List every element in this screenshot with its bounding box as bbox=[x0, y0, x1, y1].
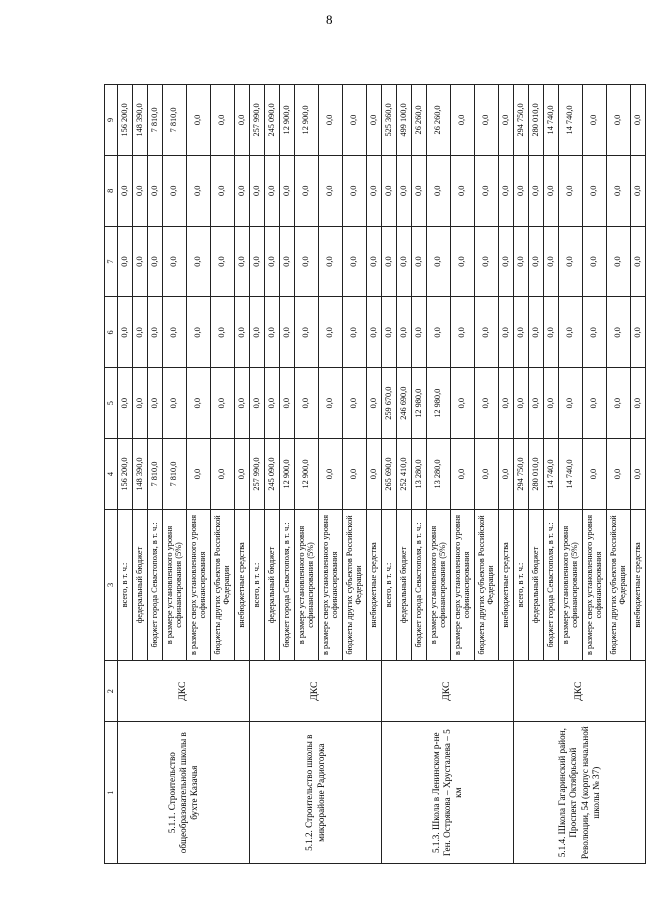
funding-source: внебюджетные средства bbox=[235, 509, 250, 660]
year-value: 0,0 bbox=[475, 368, 499, 439]
year-value: 13 280,0 bbox=[412, 439, 427, 510]
funding-table bbox=[104, 84, 646, 864]
year-value: 0,0 bbox=[187, 368, 211, 439]
year-value: 0,0 bbox=[631, 226, 646, 297]
year-value: 0,0 bbox=[475, 155, 499, 226]
year-value: 0,0 bbox=[397, 226, 412, 297]
total-value: 0,0 bbox=[187, 85, 211, 156]
year-value: 0,0 bbox=[607, 439, 631, 510]
year-value: 0,0 bbox=[148, 368, 163, 439]
year-value: 0,0 bbox=[250, 155, 265, 226]
object-name: 5.1.2. Строительство школы в микрорайоне Радиогорка bbox=[250, 722, 382, 864]
year-value: 0,0 bbox=[133, 297, 148, 368]
year-value: 0,0 bbox=[499, 155, 514, 226]
year-value: 0,0 bbox=[529, 226, 544, 297]
year-value: 0,0 bbox=[319, 439, 343, 510]
year-value: 0,0 bbox=[343, 368, 367, 439]
column-number: 5 bbox=[105, 368, 118, 439]
year-value: 0,0 bbox=[514, 297, 529, 368]
year-value: 0,0 bbox=[583, 368, 607, 439]
year-value: 0,0 bbox=[265, 226, 280, 297]
total-value: 0,0 bbox=[475, 85, 499, 156]
column-number: 1 bbox=[105, 722, 118, 864]
year-value: 0,0 bbox=[559, 297, 583, 368]
year-value: 0,0 bbox=[280, 297, 295, 368]
year-value: 0,0 bbox=[499, 368, 514, 439]
funding-source: федеральный бюджет bbox=[265, 509, 280, 660]
year-value: 0,0 bbox=[631, 155, 646, 226]
year-value: 0,0 bbox=[475, 226, 499, 297]
year-value: 0,0 bbox=[559, 226, 583, 297]
year-value: 0,0 bbox=[367, 226, 382, 297]
year-value: 0,0 bbox=[544, 297, 559, 368]
year-value: 148 390,0 bbox=[133, 439, 148, 510]
year-value: 0,0 bbox=[499, 297, 514, 368]
funding-source: внебюджетные средства bbox=[631, 509, 646, 660]
year-value: 0,0 bbox=[235, 226, 250, 297]
year-value: 0,0 bbox=[295, 155, 319, 226]
year-value: 246 690,0 bbox=[397, 368, 412, 439]
column-number: 2 bbox=[105, 661, 118, 722]
executor: ДКС bbox=[514, 661, 646, 722]
table-row bbox=[514, 85, 529, 864]
funding-source: всего, в т. ч.: bbox=[250, 509, 265, 660]
year-value: 0,0 bbox=[187, 155, 211, 226]
year-value: 0,0 bbox=[367, 439, 382, 510]
column-number: 3 bbox=[105, 509, 118, 660]
year-value: 294 750,0 bbox=[514, 439, 529, 510]
year-value: 0,0 bbox=[211, 439, 235, 510]
total-value: 294 750,0 bbox=[514, 85, 529, 156]
year-value: 0,0 bbox=[514, 226, 529, 297]
year-value: 0,0 bbox=[148, 226, 163, 297]
year-value: 14 740,0 bbox=[559, 439, 583, 510]
year-value: 12 980,0 bbox=[412, 368, 427, 439]
year-value: 0,0 bbox=[319, 155, 343, 226]
year-value: 0,0 bbox=[163, 297, 187, 368]
year-value: 0,0 bbox=[412, 155, 427, 226]
year-value: 0,0 bbox=[427, 297, 451, 368]
year-value: 0,0 bbox=[412, 297, 427, 368]
year-value: 0,0 bbox=[583, 297, 607, 368]
funding-source: федеральный бюджет bbox=[397, 509, 412, 660]
year-value: 7 810,0 bbox=[163, 439, 187, 510]
funding-source: бюджеты других субъектов Российской Федерации bbox=[475, 509, 499, 660]
year-value: 14 740,0 bbox=[544, 439, 559, 510]
year-value: 0,0 bbox=[382, 297, 397, 368]
total-value: 0,0 bbox=[235, 85, 250, 156]
year-value: 0,0 bbox=[583, 155, 607, 226]
table-body bbox=[105, 85, 646, 864]
table-row bbox=[118, 85, 133, 864]
year-value: 252 410,0 bbox=[397, 439, 412, 510]
year-value: 0,0 bbox=[559, 155, 583, 226]
year-value: 0,0 bbox=[133, 226, 148, 297]
total-value: 0,0 bbox=[451, 85, 475, 156]
year-value: 0,0 bbox=[163, 226, 187, 297]
year-value: 0,0 bbox=[529, 155, 544, 226]
year-value: 0,0 bbox=[343, 155, 367, 226]
year-value: 12 900,0 bbox=[295, 439, 319, 510]
year-value: 0,0 bbox=[631, 439, 646, 510]
total-value: 0,0 bbox=[499, 85, 514, 156]
year-value: 0,0 bbox=[343, 439, 367, 510]
table-row bbox=[382, 85, 397, 864]
funding-source: в размере сверх установленного уровня софинансирования bbox=[319, 509, 343, 660]
year-value: 0,0 bbox=[583, 226, 607, 297]
year-value: 0,0 bbox=[211, 368, 235, 439]
year-value: 0,0 bbox=[367, 155, 382, 226]
year-value: 0,0 bbox=[118, 155, 133, 226]
executor: ДКС bbox=[382, 661, 514, 722]
column-number: 8 bbox=[105, 155, 118, 226]
year-value: 0,0 bbox=[397, 155, 412, 226]
funding-source: всего, в т. ч.: bbox=[514, 509, 529, 660]
year-value: 0,0 bbox=[235, 297, 250, 368]
funding-source: всего, в т. ч.: bbox=[382, 509, 397, 660]
year-value: 0,0 bbox=[607, 155, 631, 226]
year-value: 0,0 bbox=[451, 439, 475, 510]
year-value: 0,0 bbox=[451, 297, 475, 368]
funding-source: в размере установленного уровня софинансирования (5%) bbox=[559, 509, 583, 660]
object-name: 5.1.4. Школа Гагаринский район, Проспект Октябрьской Революции, 54 (корпус начальной школы № 37) bbox=[514, 722, 646, 864]
total-value: 0,0 bbox=[211, 85, 235, 156]
year-value: 0,0 bbox=[499, 226, 514, 297]
total-value: 0,0 bbox=[367, 85, 382, 156]
column-number: 4 bbox=[105, 439, 118, 510]
year-value: 0,0 bbox=[235, 368, 250, 439]
year-value: 0,0 bbox=[514, 155, 529, 226]
total-value: 12 900,0 bbox=[295, 85, 319, 156]
total-value: 257 990,0 bbox=[250, 85, 265, 156]
year-value: 0,0 bbox=[319, 368, 343, 439]
rotated-table-container bbox=[104, 84, 642, 864]
funding-source: внебюджетные средства bbox=[367, 509, 382, 660]
year-value: 0,0 bbox=[118, 368, 133, 439]
total-value: 0,0 bbox=[319, 85, 343, 156]
year-value: 0,0 bbox=[118, 297, 133, 368]
total-value: 245 090,0 bbox=[265, 85, 280, 156]
year-value: 12 980,0 bbox=[427, 368, 451, 439]
object-name: 5.1.1. Строительство общеобразовательной школы в бухте Казачья bbox=[118, 722, 250, 864]
year-value: 245 090,0 bbox=[265, 439, 280, 510]
year-value: 0,0 bbox=[163, 368, 187, 439]
year-value: 0,0 bbox=[427, 155, 451, 226]
funding-source: бюджет города Севастополя, в т. ч.: bbox=[148, 509, 163, 660]
year-value: 0,0 bbox=[235, 155, 250, 226]
year-value: 0,0 bbox=[544, 155, 559, 226]
year-value: 0,0 bbox=[631, 368, 646, 439]
funding-source: бюджеты других субъектов Российской Федерации bbox=[607, 509, 631, 660]
year-value: 0,0 bbox=[544, 368, 559, 439]
total-value: 14 740,0 bbox=[559, 85, 583, 156]
year-value: 265 690,0 bbox=[382, 439, 397, 510]
year-value: 0,0 bbox=[451, 155, 475, 226]
funding-source: в размере установленного уровня софинансирования (5%) bbox=[427, 509, 451, 660]
year-value: 7 810,0 bbox=[148, 439, 163, 510]
year-value: 0,0 bbox=[544, 226, 559, 297]
year-value: 0,0 bbox=[211, 297, 235, 368]
funding-source: бюджет города Севастополя, в т. ч.: bbox=[280, 509, 295, 660]
year-value: 0,0 bbox=[250, 226, 265, 297]
year-value: 0,0 bbox=[235, 439, 250, 510]
total-value: 0,0 bbox=[583, 85, 607, 156]
funding-source: федеральный бюджет bbox=[529, 509, 544, 660]
year-value: 0,0 bbox=[412, 226, 427, 297]
total-value: 280 010,0 bbox=[529, 85, 544, 156]
year-value: 0,0 bbox=[295, 368, 319, 439]
year-value: 0,0 bbox=[187, 439, 211, 510]
year-value: 0,0 bbox=[265, 155, 280, 226]
total-value: 26 260,0 bbox=[427, 85, 451, 156]
year-value: 0,0 bbox=[559, 368, 583, 439]
year-value: 0,0 bbox=[529, 297, 544, 368]
total-value: 7 810,0 bbox=[148, 85, 163, 156]
year-value: 0,0 bbox=[529, 368, 544, 439]
year-value: 0,0 bbox=[250, 368, 265, 439]
year-value: 0,0 bbox=[265, 368, 280, 439]
year-value: 0,0 bbox=[280, 368, 295, 439]
funding-source: бюджеты других субъектов Российской Федерации bbox=[211, 509, 235, 660]
table-row bbox=[250, 85, 265, 864]
total-value: 525 360,0 bbox=[382, 85, 397, 156]
year-value: 0,0 bbox=[607, 297, 631, 368]
year-value: 0,0 bbox=[319, 297, 343, 368]
total-value: 12 900,0 bbox=[280, 85, 295, 156]
column-number: 7 bbox=[105, 226, 118, 297]
year-value: 0,0 bbox=[148, 297, 163, 368]
page-number: 8 bbox=[326, 12, 333, 27]
year-value: 0,0 bbox=[451, 226, 475, 297]
year-value: 0,0 bbox=[499, 439, 514, 510]
year-value: 0,0 bbox=[163, 155, 187, 226]
year-value: 0,0 bbox=[631, 297, 646, 368]
funding-source: бюджет города Севастополя, в т. ч.: bbox=[544, 509, 559, 660]
year-value: 0,0 bbox=[427, 226, 451, 297]
year-value: 0,0 bbox=[148, 155, 163, 226]
year-value: 0,0 bbox=[583, 439, 607, 510]
year-value: 0,0 bbox=[382, 226, 397, 297]
year-value: 0,0 bbox=[451, 368, 475, 439]
year-value: 0,0 bbox=[475, 297, 499, 368]
funding-source: в размере сверх установленного уровня софинансирования bbox=[451, 509, 475, 660]
total-value: 7 810,0 bbox=[163, 85, 187, 156]
year-value: 0,0 bbox=[397, 297, 412, 368]
funding-source: в размере установленного уровня софинансирования (5%) bbox=[295, 509, 319, 660]
total-value: 148 390,0 bbox=[133, 85, 148, 156]
executor: ДКС bbox=[250, 661, 382, 722]
year-value: 0,0 bbox=[607, 368, 631, 439]
year-value: 0,0 bbox=[367, 368, 382, 439]
year-value: 0,0 bbox=[250, 297, 265, 368]
funding-source: внебюджетные средства bbox=[499, 509, 514, 660]
year-value: 257 990,0 bbox=[250, 439, 265, 510]
funding-source: бюджет города Севастополя, в т. ч.: bbox=[412, 509, 427, 660]
total-value: 499 100,0 bbox=[397, 85, 412, 156]
year-value: 12 900,0 bbox=[280, 439, 295, 510]
total-value: 156 200,0 bbox=[118, 85, 133, 156]
year-value: 259 670,0 bbox=[382, 368, 397, 439]
funding-source: бюджеты других субъектов Российской Федерации bbox=[343, 509, 367, 660]
funding-source: в размере установленного уровня софинансирования (5%) bbox=[163, 509, 187, 660]
column-number: 6 bbox=[105, 297, 118, 368]
year-value: 0,0 bbox=[319, 226, 343, 297]
funding-source: всего, в т. ч.: bbox=[118, 509, 133, 660]
year-value: 0,0 bbox=[280, 226, 295, 297]
year-value: 0,0 bbox=[514, 368, 529, 439]
year-value: 280 010,0 bbox=[529, 439, 544, 510]
year-value: 13 280,0 bbox=[427, 439, 451, 510]
year-value: 0,0 bbox=[187, 297, 211, 368]
year-value: 0,0 bbox=[211, 155, 235, 226]
total-value: 0,0 bbox=[607, 85, 631, 156]
year-value: 0,0 bbox=[133, 155, 148, 226]
year-value: 0,0 bbox=[133, 368, 148, 439]
year-value: 0,0 bbox=[382, 155, 397, 226]
funding-source: федеральный бюджет bbox=[133, 509, 148, 660]
total-value: 14 740,0 bbox=[544, 85, 559, 156]
object-name: 5.1.3. Школа в Ленинском р-не Ген. Острякова – Хрусталева – 5 км bbox=[382, 722, 514, 864]
funding-source: в размере сверх установленного уровня софинансирования bbox=[583, 509, 607, 660]
funding-source: в размере сверх установленного уровня софинансирования bbox=[187, 509, 211, 660]
year-value: 0,0 bbox=[118, 226, 133, 297]
column-number: 9 bbox=[105, 85, 118, 156]
year-value: 0,0 bbox=[265, 297, 280, 368]
year-value: 0,0 bbox=[280, 155, 295, 226]
year-value: 0,0 bbox=[295, 297, 319, 368]
year-value: 0,0 bbox=[607, 226, 631, 297]
year-value: 0,0 bbox=[475, 439, 499, 510]
year-value: 0,0 bbox=[343, 226, 367, 297]
year-value: 0,0 bbox=[295, 226, 319, 297]
year-value: 0,0 bbox=[187, 226, 211, 297]
year-value: 0,0 bbox=[367, 297, 382, 368]
total-value: 26 260,0 bbox=[412, 85, 427, 156]
year-value: 0,0 bbox=[211, 226, 235, 297]
year-value: 156 200,0 bbox=[118, 439, 133, 510]
total-value: 0,0 bbox=[631, 85, 646, 156]
total-value: 0,0 bbox=[343, 85, 367, 156]
year-value: 0,0 bbox=[343, 297, 367, 368]
column-number-row bbox=[105, 85, 118, 864]
executor: ДКС bbox=[118, 661, 250, 722]
